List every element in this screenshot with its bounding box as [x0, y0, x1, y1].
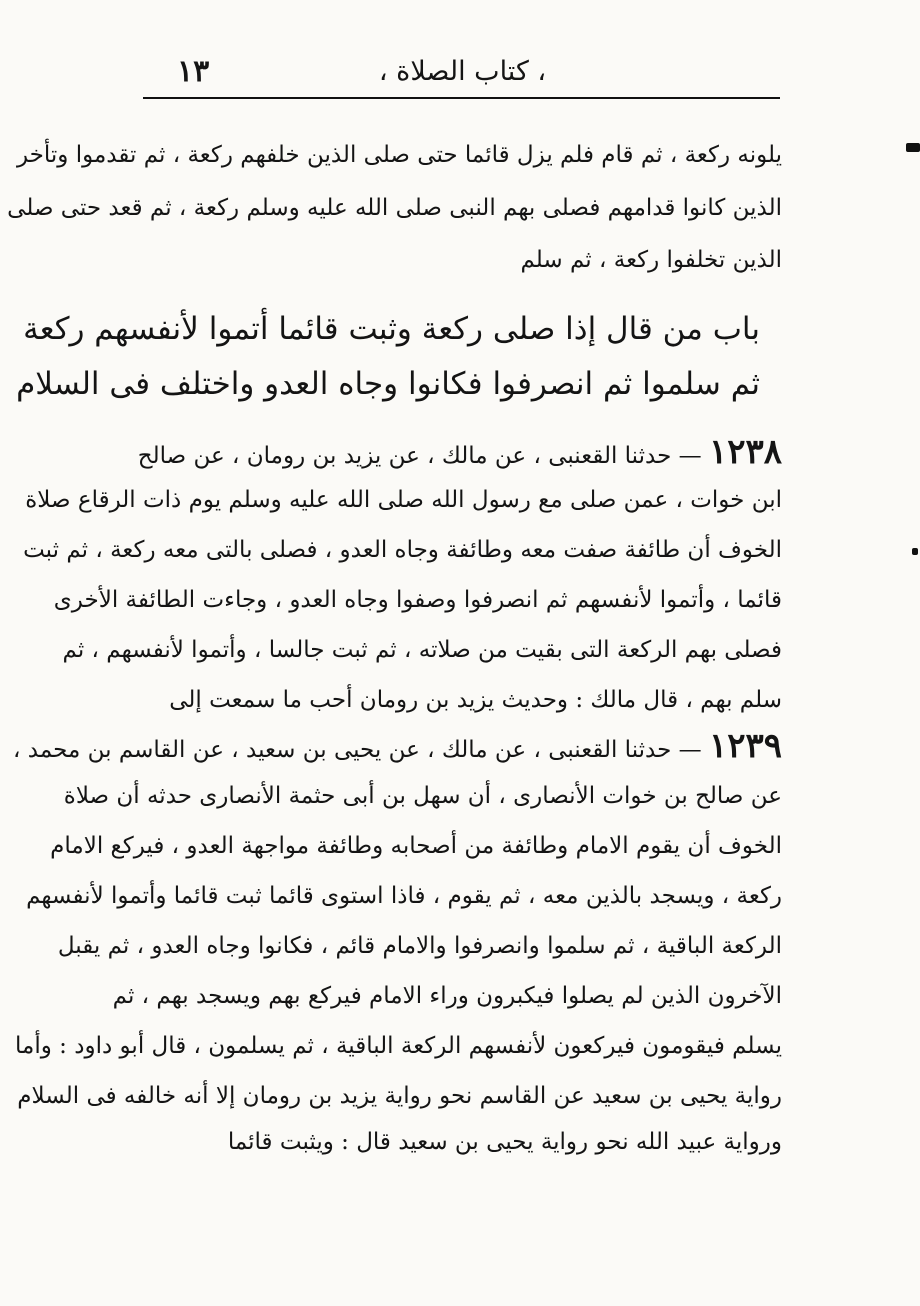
dash: —	[671, 443, 709, 469]
text-line: الذين تخلفوا ركعة ، ثم سلم	[520, 247, 782, 273]
text-line: ورواية عبيد الله نحو رواية يحيى بن سعيد قال : ويثبت قائما	[227, 1129, 782, 1155]
text-line: الركعة الباقية ، ثم سلموا وانصرفوا والامام قائم ، فكانوا وجاه العدو ، ثم يقبل	[57, 933, 782, 959]
chapter-heading-line: ثم سلموا ثم انصرفوا فكانوا وجاه العدو واختلف فى السلام	[16, 366, 760, 402]
text-line: الذين كانوا قدامهم فصلى بهم النبى صلى الله عليه وسلم ركعة ، ثم قعد حتى صلى	[7, 195, 782, 221]
text-line: ركعة ، ويسجد بالذين معه ، ثم يقوم ، فاذا استوى قائما ثبت قائما وأتموا لأنفسهم	[26, 883, 782, 909]
text-line: الخوف أن يقوم الامام وطائفة من أصحابه وطائفة مواجهة العدو ، فيركع الامام	[50, 833, 782, 859]
margin-mark	[912, 548, 918, 555]
page-number: ١٣	[177, 54, 210, 89]
hadith-number: ١٢٣٨	[708, 432, 782, 472]
text-line: سلم بهم ، قال مالك : وحديث يزيد بن رومان أحب ما سمعت إلى	[169, 687, 782, 713]
hadith-first-line	[13, 722, 782, 772]
text-line: الخوف أن طائفة صفت معه وطائفة وجاه العدو ، فصلى بالتى معه ركعة ، ثم ثبت	[23, 537, 782, 563]
hadith-text: حدثنا القعنبى ، عن مالك ، عن يزيد بن رومان ، عن صالح	[137, 443, 672, 469]
text-line: ابن خوات ، عمن صلى مع رسول الله صلى الله عليه وسلم يوم ذات الرقاع صلاة	[25, 487, 782, 513]
running-title: ، كتاب الصلاة ،	[378, 56, 547, 87]
margin-mark	[906, 143, 920, 152]
page-header	[145, 52, 780, 96]
dash: —	[671, 737, 709, 763]
text-line: الآخرون الذين لم يصلوا فيكبرون وراء الامام فيركع بهم ويسجد بهم ، ثم	[112, 983, 782, 1009]
text-line: يسلم فيقومون فيركعون لأنفسهم الركعة الباقية ، ثم يسلمون ، قال أبو داود : وأما	[15, 1033, 782, 1059]
text-line: يلونه ركعة ، ثم قام فلم يزل قائما حتى صلى الذين خلفهم ركعة ، ثم تقدموا وتأخر	[16, 142, 782, 168]
text-line: فصلى بهم الركعة التى بقيت من صلاته ، ثم ثبت جالسا ، وأتموا لأنفسهم ، ثم	[62, 637, 782, 663]
chapter-heading-line: باب من قال إذا صلى ركعة وثبت قائما أتموا لأنفسهم ركعة	[23, 311, 760, 347]
hadith-first-line	[137, 428, 782, 478]
text-line: عن صالح بن خوات الأنصارى ، أن سهل بن أبى حثمة الأنصارى حدثه أن صلاة	[63, 783, 782, 809]
hadith-text: حدثنا القعنبى ، عن مالك ، عن يحيى بن سعيد ، عن القاسم بن محمد ،	[13, 737, 672, 763]
hadith-number: ١٢٣٩	[708, 726, 782, 766]
text-line: قائما ، وأتموا لأنفسهم ثم انصرفوا وصفوا وجاه العدو ، وجاءت الطائفة الأخرى	[53, 587, 782, 613]
text-line: رواية يحيى بن سعيد عن القاسم نحو رواية يزيد بن رومان إلا أنه خالفه فى السلام	[17, 1083, 782, 1109]
header-rule	[143, 97, 780, 99]
